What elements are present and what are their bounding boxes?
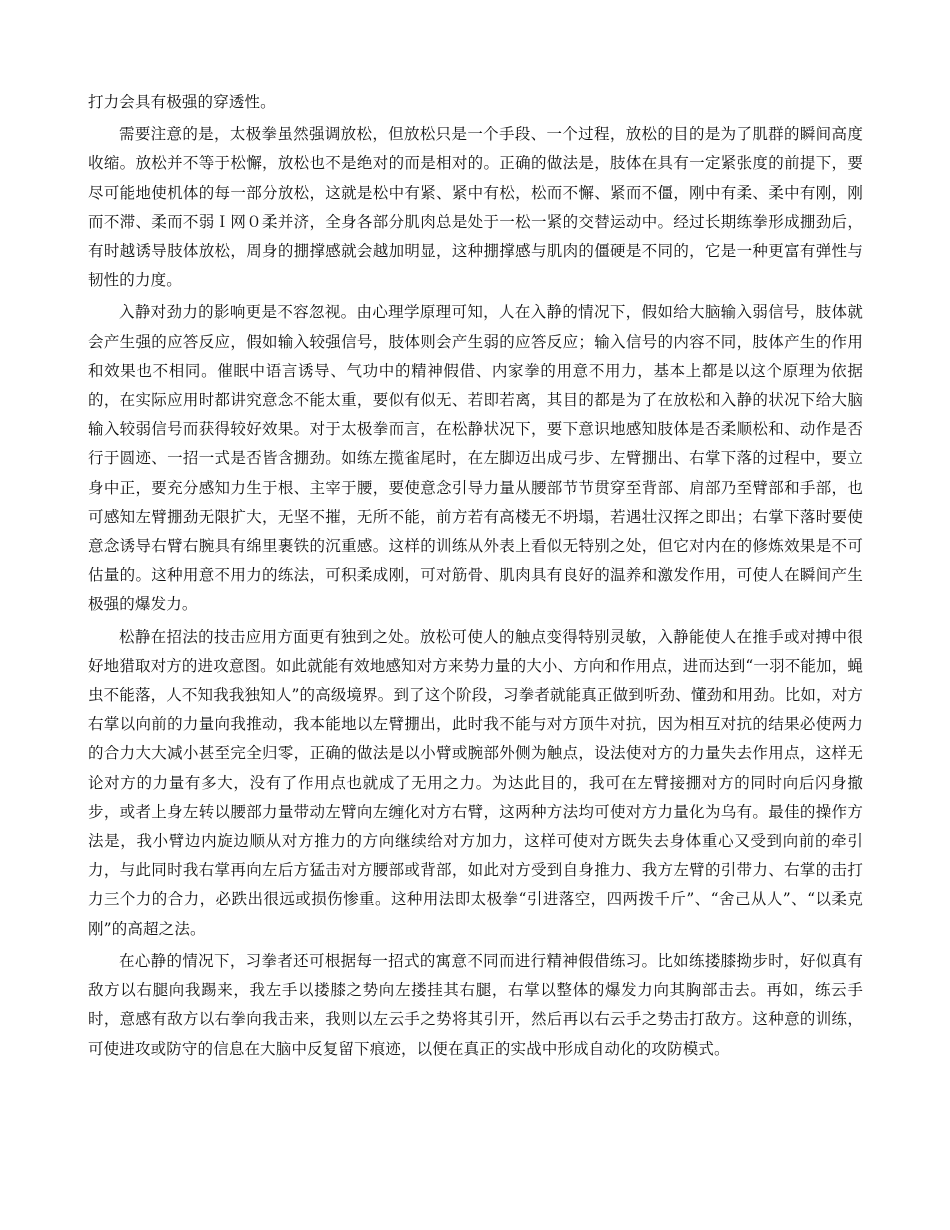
paragraph-tranquility: 入静对劲力的影响更是不容忽视。由心理学原理可知，人在入静的情况下，假如给大脑输入弱信号，肢体就会产生强的应答反应，假如输入较强信号，肢体则会产生弱的应答反应；输入信号的内容不同，肢体产生的作用和效果也不相同。催眠中语言诱导、气功中的精神假借、内家拳的用意不用力，基本上都是以这个原理为依据的，在实际应用时都讲究意念不能太重，要似有似无、若即若离，其目的都是为了在放松和入静的状况下给大脑输入较弱信号而获得较好效果。对于太极拳而言，在松静状况下，要下意识地感知肢体是否柔顺松和、动作是否行于圆迹、一招一式是否皆含掤劲。如练左揽雀尾时，在左脚迈出成弓步、左臂掤出、右掌下落的过程中，要立身中正，要充分感知力生于根、主宰于腰，要使意念引导力量从腰部节节贯穿至背部、肩部乃至臂部和手部，也可感知左臂掤劲无限扩大，无坚不摧，无所不能，前方若有高楼无不坍塌，若遇壮汉挥之即出；右掌下落时要使意念诱导右臂右腕具有绵里裹铁的沉重感。这样的训练从外表上看似无特别之处，但它对内在的修炼效果是不可估量的。这种用意不用力的练法，可积柔成刚，可对筋骨、肌肉具有良好的温养和激发作用，可使人在瞬间产生极强的爆发力。 bbox=[88, 303, 863, 614]
paragraph-technique-application: 松静在招法的技击应用方面更有独到之处。放松可使人的触点变得特别灵敏，入静能使人在推手或对搏中很好地猎取对方的进攻意图。如此就能有效地感知对方来势力量的大小、方向和作用点，进而达到“一羽不能加，蝇虫不能落，人不知我我独知人”的高级境界。到了这个阶段，习拳者就能真正做到听劲、懂劲和用劲。比如，对方右掌以向前的力量向我推动，我本能地以左臂掤出，此时我不能与对方顶牛对抗，因为相互对抗的结果必使两力的合力大大减小甚至完全归零，正确的做法是以小臂或腕部外侧为触点，设法使对方的力量失去作用点，这样无论对方的力量有多大，没有了作用点也就成了无用之力。为达此目的，我可在左臂接掤对方的同时向后闪身撤步，或者上身左转以腰部力量带动左臂向左缠化对方右臂，这两种方法均可使对方力量化为乌有。最佳的操作方法是，我小臂边内旋边顺从对方推力的方向继续给对方加力，这样可使对方既失去身体重心又受到向前的牵引力，与此同时我右掌再向左后方猛击对方腰部或背部，如此对方受到自身推力、我方左臂的引带力、右掌的击打力三个力的合力，必跌出很远或损伤惨重。这种用法即太极拳“引进落空，四两拨千斤”、“舍己从人”、“以柔克刚”的高超之法。 bbox=[88, 627, 863, 938]
paragraph-continuation: 打力会具有极强的穿透性。 bbox=[88, 93, 276, 111]
body-text bbox=[88, 88, 863, 1067]
paragraph-relaxation: 需要注意的是，太极拳虽然强调放松，但放松只是一个手段、一个过程，放松的目的是为了肌群的瞬间高度收缩。放松并不等于松懈，放松也不是绝对的而是相对的。正确的做法是，肢体在具有一定紧张度的前提下，要尽可能地使机体的每一部分放松，这就是松中有紧、紧中有松，松而不懈、紧而不僵，刚中有柔、柔中有刚，刚而不滞、柔而不弱Ｉ网０柔并济，全身各部分肌肉总是处于一松一紧的交替运动中。经过长期练拳形成掤劲后，有时越诱导肢体放松，周身的掤撑感就会越加明显，这种掤撑感与肌肉的僵硬是不同的，它是一种更富有弹性与韧性的力度。 bbox=[88, 125, 863, 290]
paragraph-mental-practice: 在心静的情况下，习拳者还可根据每一招式的寓意不同而进行精神假借练习。比如练搂膝拗步时，好似真有敌方以右腿向我踢来，我左手以搂膝之势向左搂挂其右腿，右掌以整体的爆发力向其胸部击去。再如，练云手时，意感有敌方以右拳向我击来，我则以左云手之势将其引开，然后再以右云手之势击打敌方。这种意的训练，可使进攻或防守的信息在大脑中反复留下痕迹，以便在真正的实战中形成自动化的攻防模式。 bbox=[88, 951, 863, 1058]
